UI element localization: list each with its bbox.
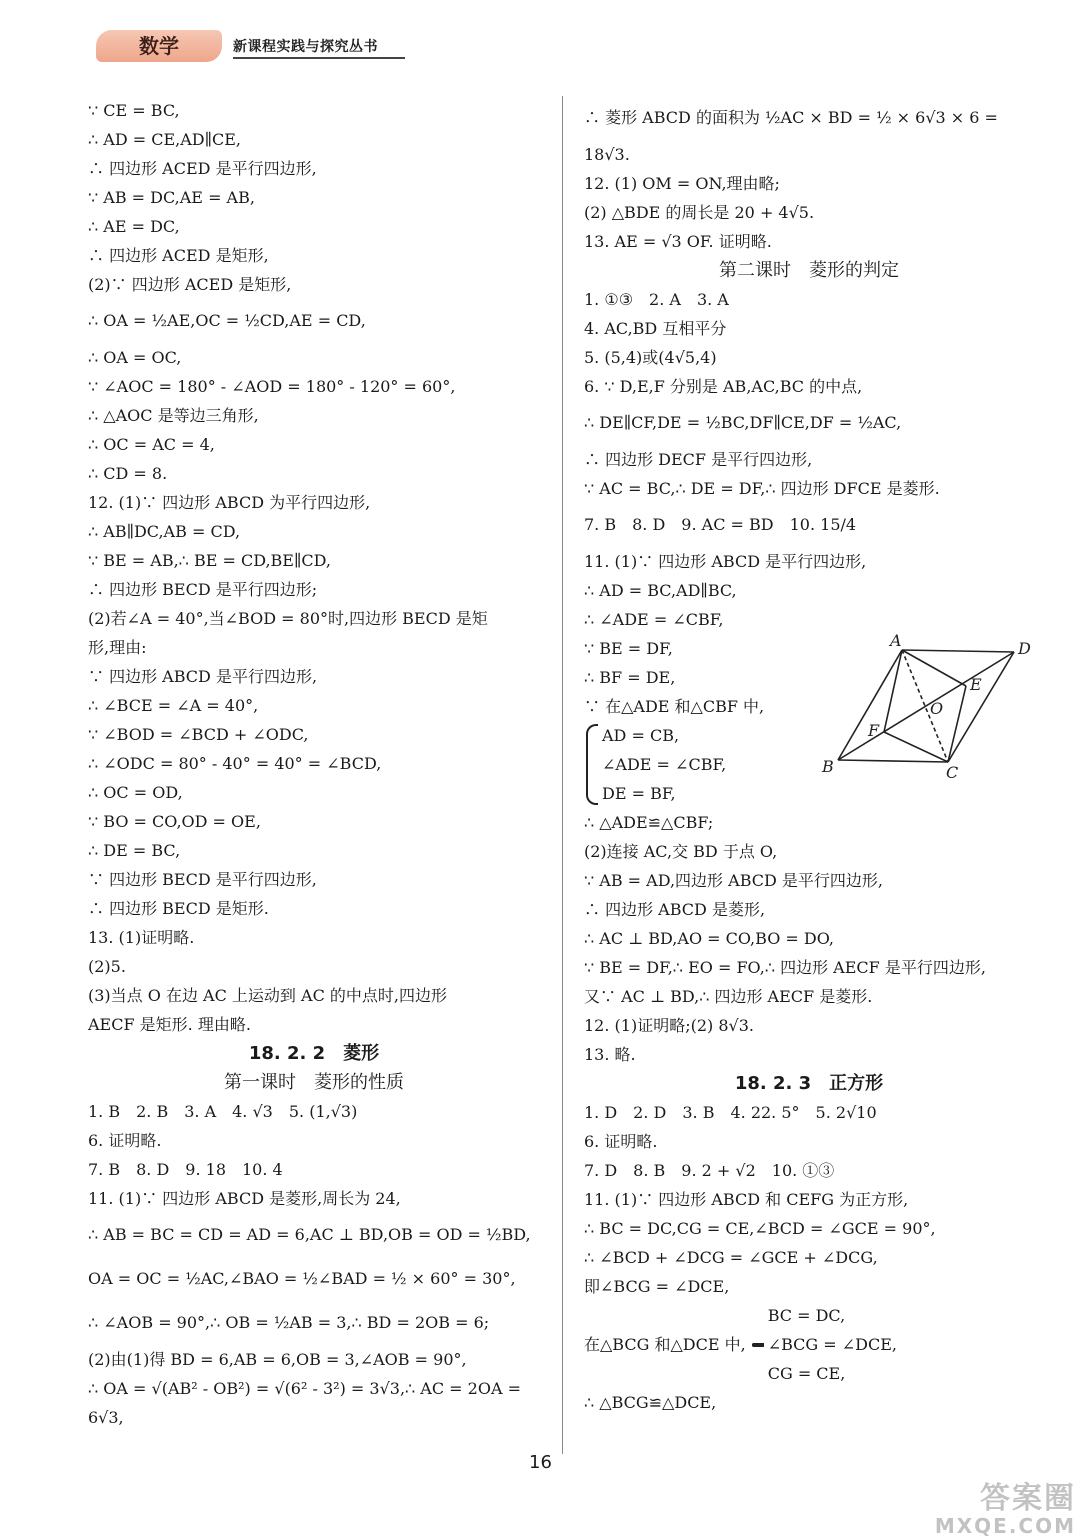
answer-line: ∵ 在△ADE 和△CBF 中, (584, 697, 765, 716)
answer-line: 6√3, (88, 1408, 124, 1427)
answer-line: ∴ OC = OD, (88, 783, 183, 802)
answer-line: ∴ AD = BC,AD∥BC, (584, 581, 737, 600)
answer-line: 7. B 8. D 9. AC = BD 10. 15/4 (584, 515, 857, 534)
answer-line: ∴ AB∥DC,AB = CD, (88, 522, 241, 541)
edge-BC (838, 760, 948, 762)
answer-line: ∴ BF = DE, (584, 668, 676, 687)
answer-line: ∵ CE = BC, (88, 101, 180, 120)
answer-line: 11. (1)∵ 四边形 ABCD 和 CEFG 为正方形, (584, 1190, 909, 1209)
watermark-logo (900, 1481, 1076, 1538)
answer-line: 即∠BCG = ∠DCE, (584, 1277, 730, 1296)
answer-line: ∴ 四边形 BECD 是平行四边形; (88, 580, 318, 599)
answer-line: ∴ AD = CE,AD∥CE, (88, 130, 242, 149)
answer-line: (2)由(1)得 BD = 6,AB = 6,OB = 3,∠AOB = 90°, (88, 1350, 467, 1369)
answer-line: 又∵ AC ⊥ BD,∴ 四边形 AECF 是菱形. (584, 987, 873, 1006)
answer-line: ∵ AB = DC,AE = AB, (88, 188, 255, 207)
answer-line: 7. D 8. B 9. 2 + √2 10. ①③ (584, 1161, 835, 1180)
answer-line: 12. (1) OM = ON,理由略; (584, 174, 780, 193)
edge-AB (838, 650, 902, 760)
answer-line: ∴ 菱形 ABCD 的面积为 ½AC × BD = ½ × 6√3 × 6 = (584, 108, 998, 127)
label-E: E (970, 675, 982, 694)
answer-line: 5. (5,4)或(4√5,4) (584, 348, 717, 367)
congruence-conditions-2 (584, 1301, 1034, 1388)
series-underline (233, 57, 405, 59)
answer-line: ∴ △ADE≌△CBF; (584, 813, 714, 832)
brace-mark (752, 1343, 764, 1347)
answer-line: 7. B 8. D 9. 18 10. 4 (88, 1160, 283, 1179)
answer-line: ∴ △BCG≌△DCE, (584, 1393, 717, 1412)
answer-line: ∴ 四边形 ACED 是矩形, (88, 246, 269, 265)
answer-line: ∴ ∠AOB = 90°,∴ OB = ½AB = 3,∴ BD = 2OB = 6; (88, 1313, 490, 1332)
answer-line: 4. AC,BD 互相平分 (584, 319, 727, 338)
answer-line: 6. ∵ D,E,F 分别是 AB,AC,BC 的中点, (584, 377, 863, 396)
section-heading: 18. 2. 2 菱形 (248, 1043, 380, 1064)
label-C: C (946, 763, 959, 780)
answer-line: 1. D 2. D 3. B 4. 22. 5° 5. 2√10 (584, 1103, 877, 1122)
answer-line: ∵ ∠BOD = ∠BCD + ∠ODC, (88, 725, 309, 744)
watermark-text: 答案圈 (980, 1481, 1076, 1516)
answer-line: AD = CB, (602, 726, 680, 745)
answer-line: 13. (1)证明略. (88, 928, 195, 947)
answer-line: ∵ AB = AD,四边形 ABCD 是平行四边形, (584, 871, 883, 890)
answer-line: ∴ ∠BCD + ∠DCG = ∠GCE + ∠DCG, (584, 1248, 878, 1267)
answer-line: ∵ AC = BC,∴ DE = DF,∴ 四边形 DFCE 是菱形. (584, 479, 940, 498)
answer-line: 11. (1)∵ 四边形 ABCD 是菱形,周长为 24, (88, 1189, 401, 1208)
answer-line: AECF 是矩形. 理由略. (88, 1015, 251, 1034)
answer-line: ∴ OA = OC, (88, 348, 182, 367)
answer-line: 12. (1)∵ 四边形 ABCD 为平行四边形, (88, 493, 371, 512)
column-divider (562, 96, 563, 1454)
answer-line: (2) △BDE 的周长是 20 + 4√5. (584, 203, 815, 222)
answer-line: ∵ BE = AB,∴ BE = CD,BE∥CD, (88, 551, 331, 570)
answer-line: ∴ ∠BCE = ∠A = 40°, (88, 696, 259, 715)
answer-line: ∴ OC = AC = 4, (88, 435, 215, 454)
answer-line: 在△BCG 和△DCE 中, (584, 1335, 746, 1354)
answer-line: ∴ DE = BC, (88, 841, 181, 860)
answer-line: 6. 证明略. (584, 1132, 658, 1151)
section-heading: 18. 2. 3 正方形 (734, 1073, 884, 1094)
answer-line: (3)当点 O 在边 AC 上运动到 AC 的中点时,四边形 (88, 986, 447, 1005)
edge-AD (902, 650, 1014, 652)
edge-CD (948, 652, 1014, 762)
answer-line: CG = CE, (767, 1364, 846, 1383)
answer-line: 13. 略. (584, 1045, 636, 1064)
answer-line: ∴ DE∥CF,DE = ½BC,DF∥CE,DF = ½AC, (584, 413, 902, 432)
answer-line: ∵ ∠AOC = 180° - ∠AOD = 180° - 120° = 60°, (88, 377, 456, 396)
label-D: D (1018, 639, 1031, 658)
label-B: B (822, 757, 834, 776)
diagonal-BD (838, 652, 1014, 760)
segment-AF (884, 650, 902, 732)
answer-line: ∴ ∠ODC = 80° - 40° = 40° = ∠BCD, (88, 754, 382, 773)
answer-line: ∴ △AOC 是等边三角形, (88, 406, 259, 425)
lesson-heading: 第一课时 菱形的性质 (224, 1072, 404, 1093)
answer-line: ∵ 四边形 ABCD 是平行四边形, (88, 667, 318, 686)
answer-line: 6. 证明略. (88, 1131, 162, 1150)
answer-line: ∵ BO = CO,OD = OE, (88, 812, 261, 831)
label-A: A (890, 631, 902, 650)
answer-line: 18√3. (584, 145, 630, 164)
answer-line: (2)5. (88, 957, 126, 976)
answer-line: ∴ AC ⊥ BD,AO = CO,BO = DO, (584, 929, 834, 948)
watermark-url: MXQE.COM (934, 1514, 1076, 1538)
answer-line: ∴ OA = √(AB² - OB²) = √(6² - 3²) = 3√3,∴ AC = 2OA = (88, 1379, 522, 1398)
page-number: 16 (529, 1452, 552, 1473)
answer-line: ∵ BE = DF, (584, 639, 673, 658)
rhombus-figure (820, 630, 1040, 780)
answer-line: ∵ 四边形 BECD 是平行四边形, (88, 870, 317, 889)
answer-line: ∴ CD = 8. (88, 464, 168, 483)
answer-line: (2)若∠A = 40°,当∠BOD = 80°时,四边形 BECD 是矩 (88, 609, 488, 628)
answer-line: 1. ①③ 2. A 3. A (584, 290, 729, 309)
answer-line: 形,理由: (88, 638, 147, 657)
answer-line: ∴ AB = BC = CD = AD = 6,AC ⊥ BD,OB = OD = ½BD, (88, 1225, 531, 1244)
label-F: F (868, 721, 880, 740)
label-O: O (930, 699, 944, 718)
answer-line: (2)∵ 四边形 ACED 是矩形, (88, 275, 292, 294)
brace-mark (586, 724, 598, 805)
answer-line: 11. (1)∵ 四边形 ABCD 是平行四边形, (584, 552, 867, 571)
segment-CE (948, 686, 966, 762)
answer-line: BC = DC, (767, 1306, 846, 1325)
answer-line: ∠ADE = ∠CBF, (602, 755, 727, 774)
answer-line: ∵ BE = DF,∴ EO = FO,∴ 四边形 AECF 是平行四边形, (584, 958, 986, 977)
answer-line: 13. AE = √3 OF. 证明略. (584, 232, 772, 251)
answer-line: ∴ BC = DC,CG = CE,∠BCD = ∠GCE = 90°, (584, 1219, 936, 1238)
answer-line: ∴ ∠ADE = ∠CBF, (584, 610, 724, 629)
answer-line: ∴ OA = ½AE,OC = ½CD,AE = CD, (88, 311, 366, 330)
answer-line: ∴ 四边形 ABCD 是菱形, (584, 900, 766, 919)
answer-line: ∴ 四边形 ACED 是平行四边形, (88, 159, 317, 178)
answer-line: DE = BF, (602, 784, 676, 803)
series-title: 新课程实践与探究丛书 (233, 39, 378, 55)
lesson-heading: 第二课时 菱形的判定 (719, 260, 899, 281)
answer-line: 12. (1)证明略;(2) 8√3. (584, 1016, 754, 1035)
answer-line: OA = OC = ½AC,∠BAO = ½∠BAD = ½ × 60° = 30°, (88, 1269, 516, 1288)
answer-line: 1. B 2. B 3. A 4. √3 5. (1,√3) (88, 1102, 358, 1121)
left-column (88, 96, 540, 1432)
segment-CF (884, 732, 948, 762)
answer-line: ∴ AE = DC, (88, 217, 180, 236)
subject-badge: 数学 (96, 30, 222, 62)
answer-line: ∴ 四边形 DECF 是平行四边形, (584, 450, 813, 469)
answer-line: ∴ 四边形 BECD 是矩形. (88, 899, 269, 918)
segment-AE (902, 650, 966, 686)
answer-line: ∠BCG = ∠DCE, (767, 1335, 898, 1354)
answer-line: (2)连接 AC,交 BD 于点 O, (584, 842, 778, 861)
